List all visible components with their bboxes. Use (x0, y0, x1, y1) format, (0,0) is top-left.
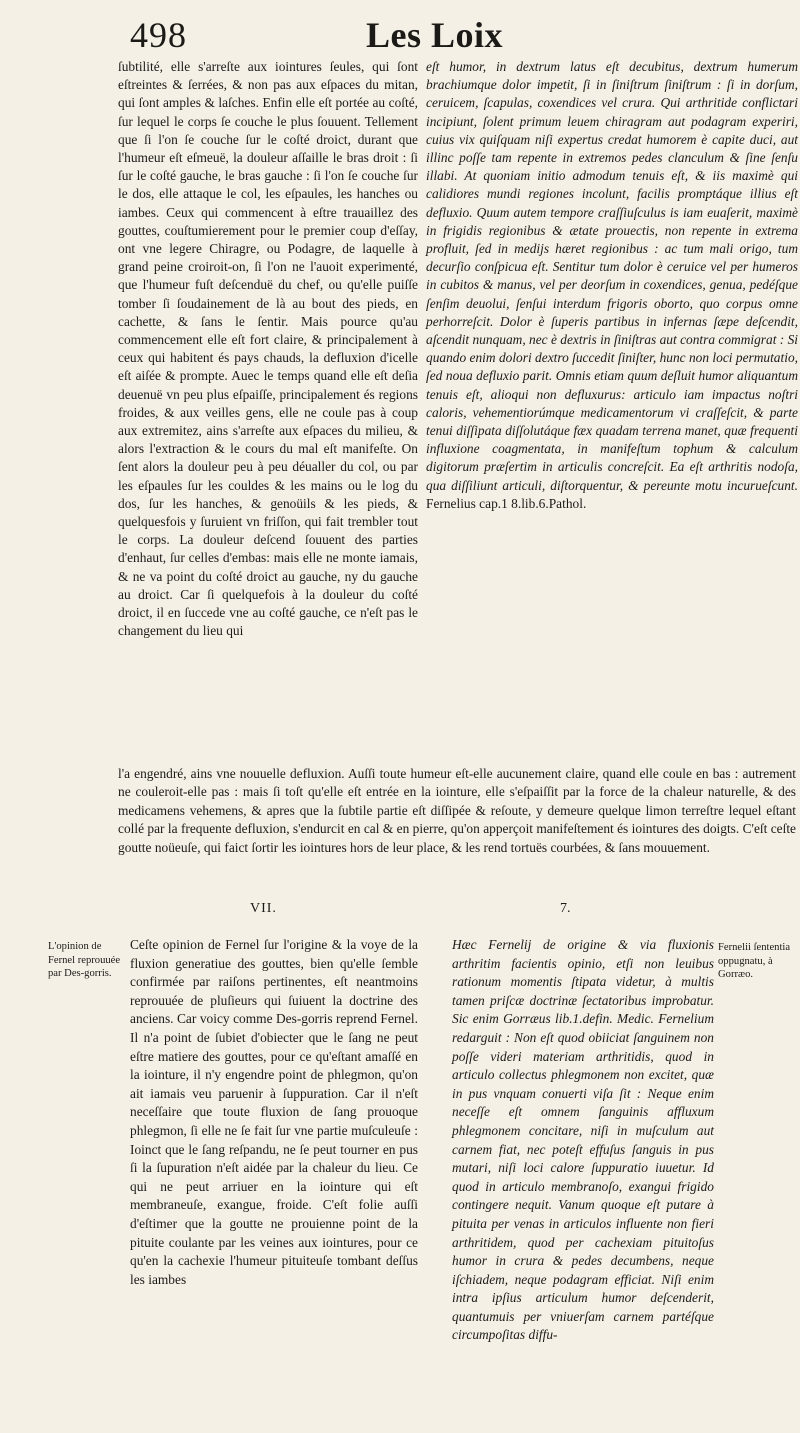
lower-french-text: Ceſte opinion de Fernel ſur l'origine & la voye de la fluxion generatiue des gouttes, bien qu'elle ſemble confirmée par raiſons pertinentes, eſt neantmoins reprouuée de pluſieurs qui ſuiuent la doctrine des anciens. Car voicy comme Des-gorris reprend Fernel. Il n'a point de ſubiet d'obiecter que le ſang ne peut eſtre matiere des gouttes, pour ce qu'eſtant amaſſé en la iointure, il n'y engendre point de phlegmon, qu'on ait iamais veu paruenir à ſuppuration. Car il n'eſt neceſſaire que toute fluxion de ſang prouoque phlegmon, ſi elle ne ſe fait ſur vne partie muſculeuſe : Ioinct que le ſang reſpandu, ne ſe peut tourner en pus ſi la ſupuration n'eſt aidée par la chaleur du lieu. Ce qui ne peut arriuer en la iointure qui eſt membraneuſe, exangue, froide. C'eſt folie auſſi d'eſtimer que la goutte ne prouienne point de la pituite coulante par les veines aux iointures, pour ce qu'en la cachexie l'humeur pituiteuſe tombant deſſus les iambes (130, 937, 418, 1287)
margin-note-left: L'opinion de Fernel reprouuée par Des-gorris. (48, 941, 121, 980)
margin-note-right: Fernelii ſententia oppugnatu, à Gorræo. (718, 942, 791, 981)
page-header (0, 14, 800, 60)
section-number-latin: 7. (560, 901, 571, 916)
section-number-french: VII. (250, 901, 277, 916)
running-title: Les Loix (366, 15, 504, 55)
lower-latin-column (452, 936, 714, 1345)
lower-latin-text: Hæc Fernelij de origine & via fluxionis arthritim facientis opinio, etſi non leuibus rationum momentis ſtipata videtur, à multis tamen priſcæ doctrinæ ſectatoribus improbatur. Sic enim Gorræus lib.1.defin. Medic. Fernelium redarguit : Non eſt quod obiiciat ſanguinem non poſſe videri materiam arthritidis, quod in articulo collectus phlegmonem non excitet, quæ in pus vnquam conuerti viſa ſit : Neque enim neceſſe eſt omnem ſanguinis affluxum phlegmonem concitare, niſi in muſculum aut carnem fiat, nec poteſt effuſus ſanguis in pus mutari, niſi loci calore ſuppuratio iuuetur. Id quod in articulo membranoſo, exangui frigido contingere nequit. Vanum quoque eſt putare à pituita per venas in articulos influente non fieri arthritidem, quod per cachexiam pituitoſus humor in crura & pedes decumbens, neque iſchiadem, neque podagram efficiat. Niſi enim intra ipſius articulum humor deſcenderit, quantumuis per vniuerſam carnem partéſque circumpoſitas diffu- (452, 937, 714, 1343)
page-number: 498 (130, 15, 187, 55)
full-width-paragraph (118, 765, 796, 857)
upper-latin-text: eſt humor, in dextrum latus eſt decubitus, dextrum humerum brachiumque dolor impetit, ſi in ſiniſtrum ſiniſtrum : ſi in dorſum, ceruicem, ſcapulas, coxendices vel crura. Qui arthritide conflictari incipiunt, ſolent primum leuem chiragram aut podagram experiri, cuius vix quiſquam niſi expertus credat humorem è capite duci, aut illinc poſſe tam repente in extremos pedes clanculum & ſine ſenſu illabi. At quoniam initio admodum tenuis eſt, & iis maximè qui calidiores mundi regiones incolunt, facilis promptáque illius eſt defluxio. Quum autem tempore craſſiuſculus is iam euaſerit, maximè in frigidis regionibus & ætate prouectis, non repente in extrema profluit, ſed in medijs hæret regionibus : ac tum mali origo, tum decurſio conſpicua eſt. Sentitur tum dolor è ceruice vel per humeros in cubitos & manus, vel per deorſum in coxendices, genua, pedéſque ſenſim deuolui, ſenſui interdum frigoris oborto, quo corpus omne perhorreſcit. Dolor è ſuperis partibus in infernas ſæpe deſcendit, aſcendit nunquam, nec è dextris in ſiniſtras aut contra commigrat : Si quando enim dolori dextro ſuccedit ſiniſter, hunc non loci permutatio, ſed noua defluxio parit. Omnis etiam quum deſluit humor aliquantum tenuis eſt, alioqui non defluxurus: articulo iam impactus noſtri caloris, vehementiorúmque medicamentorum vi craſſeſcit, & parte tenui diſſipata diſſolutáque fæx quadam terrena manet, quæ frequenti influxione coagmentata, in manifeſtum tophum & calculum digitorum præſertim in articulis concreſcit. Ea eſt arthritis nodoſa, qua diſſiliunt articuli, diſtorquentur, & pereunte motu incurueſcunt. (426, 59, 798, 493)
upper-french-column (118, 58, 418, 641)
lower-french-column (130, 936, 418, 1289)
full-width-text: l'a engendré, ains vne nouuelle defluxion. Auſſi toute humeur eſt-elle aucunement claire, quand elle coule en bas : autrement ne couleroit-elle pas : mais ſi toſt qu'elle eſt entrée en la iointure, elle s'eſpaiſſit par la force de la chaleur naturelle, & des medicamens vehemens, & apres que la ſubtile partie eſt diſſipée & reſoute, y demeure quelque limon terreſtre lequel eſtant collé par la frequente defluxion, s'endurcit en cal & en pierre, qu'on apperçoit manifeſtement és iointures des doigts. C'eſt ceſte goutte noüeuſe, qui faict ſortir les iointures hors de leur place, & les rend tortuës courbées, & ſans mouuement. (118, 766, 796, 855)
latin-citation: Fernelius cap.1 8.lib.6.Pathol. (426, 495, 587, 511)
upper-latin-column (426, 58, 798, 513)
upper-french-text: ſubtilité, elle s'arreſte aux iointures ſeules, qui ſont eſtreintes & ſerrées, & non pas aux eſpaces du mitan, qui ſont amples & laſches. Enfin elle eſt portée au coſté, ſur lequel le corps ſe couche le plus ſouuent. Tellement que ſi l'on ſe couche ſur le coſté droict, durant que l'humeur eſt eſmeuë, la douleur aſſaille le bras droit : ſi ſur le coſté gauche, le bras gauche : ſi l'on ſe couche ſur le dos, elle attaque le col, les eſpaules, les hanches ou iambes. Ceux qui commencent à eſtre trauaillez des gouttes, couſtumierement pour le premier coup d'eſſay, ont vne legere Chiragre, ou Podagre, de laquelle à grand peine croiroit-on, ſi l'on ne l'auoit experimenté, que l'humeur fuſt deſcenduë du chef, ou qu'elle puiſſe tomber ſi ſoudainement de là au bout des pieds, en cachette, & ſans le ſentir. Mais pource qu'au commencement elle eſt fort claire, & principalement à ceux qui habitent és pays chauds, la defluxion d'icelle eſt aiſée & prompte. Auec le temps quand elle eſt deſia deuenuë vn peu plus eſpaiſſe, principalement és regions froides, & aux veilles gens, elle ne coule pas à coup aux extremitez, ains s'arreſte aux eſpaces du milieu, & alors l'extraction & le cours du mal eſt manifeſte. On ſent alors la douleur peu à peu déualler du col, ou par les eſpaules ſur les couldes & les mains ou le log du dos, ſur les hanches, & genoüils & les pieds, & quelquesfois y ſuruient vn friſſon, qui fait trembler tout le corps. La douleur deſcend ſouuent des parties d'enhaut, ſur celles d'embas: mais elle ne monte iamais, & ne va point du coſté droict au gauche, ny du gauche au droict. Car ſi quelquefois à la douleur du coſté droict, il en ſuccede vne au coſté gauche, ce n'eſt pas le changement du lieu qui (118, 59, 418, 639)
